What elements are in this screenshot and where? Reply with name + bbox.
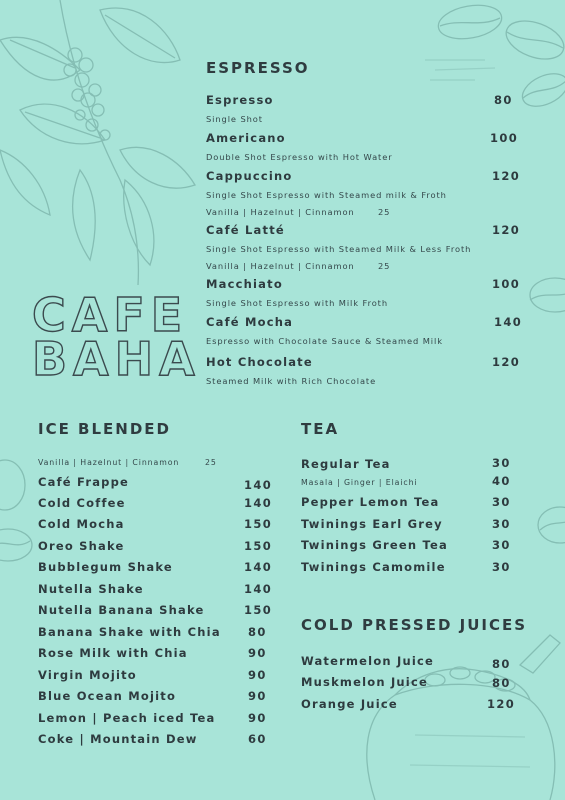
menu-item-price: 150: [244, 517, 273, 531]
menu-item-name: Orange Juice: [301, 697, 398, 711]
menu-item-price: 120: [492, 169, 521, 183]
menu-item-name: Coke | Mountain Dew: [38, 732, 198, 746]
menu-item-price: 90: [248, 689, 267, 703]
menu-item-price: 120: [492, 223, 521, 237]
menu-item-name: Americano: [206, 131, 286, 145]
menu-item-price: 150: [244, 539, 273, 553]
coffee-beans-left-illustration: [0, 455, 40, 575]
menu-item-price: 120: [487, 697, 516, 711]
menu-item-price: 140: [244, 496, 273, 510]
menu-item-name: Rose Milk with Chia: [38, 646, 188, 660]
section-title-juices: COLD PRESSED JUICES: [301, 616, 528, 634]
menu-item-name: Hot Chocolate: [206, 355, 313, 369]
menu-item-extras: Vanilla | Hazelnut | Cinnamon: [206, 261, 355, 271]
menu-item-name: Twinings Earl Grey: [301, 517, 443, 531]
coffee-sack-illustration: [355, 625, 565, 800]
menu-item-price: 100: [490, 131, 519, 145]
coffee-beans-side-illustration: [515, 260, 565, 560]
menu-item-name: Cold Mocha: [38, 517, 125, 531]
menu-item-price: 80: [248, 625, 267, 639]
menu-item-extras: Vanilla | Hazelnut | Cinnamon: [206, 207, 355, 217]
menu-item-description: Espresso with Chocolate Sauce & Steamed Milk: [206, 336, 443, 346]
menu-item-price: 30: [492, 495, 511, 509]
menu-item-name: Blue Ocean Mojito: [38, 689, 177, 703]
menu-item-name: Café Frappe: [38, 475, 130, 489]
menu-item-price: 140: [244, 582, 273, 596]
menu-item-description: Steamed Milk with Rich Chocolate: [206, 376, 377, 386]
menu-item-name: Cappuccino: [206, 169, 293, 183]
menu-item-price: 80: [492, 657, 511, 671]
menu-item-name: Macchiato: [206, 277, 283, 291]
menu-item-description: Single Shot Espresso with Milk Froth: [206, 298, 388, 308]
menu-item-price: 30: [492, 560, 511, 574]
menu-item-name: Virgin Mojito: [38, 668, 137, 682]
section-title-ice-blended: ICE BLENDED: [38, 420, 171, 438]
ice-blended-extras: Vanilla | Hazelnut | Cinnamon: [38, 458, 180, 467]
menu-item-extras-price: 25: [378, 261, 391, 271]
menu-item-price: 140: [244, 478, 273, 492]
menu-item-description: Double Shot Espresso with Hot Water: [206, 152, 393, 162]
tea-extras: Masala | Ginger | Elaichi: [301, 478, 418, 487]
section-title-espresso: ESPRESSO: [206, 59, 310, 77]
menu-item-price: 30: [492, 456, 511, 470]
section-title-tea: TEA: [301, 420, 340, 438]
menu-item-price: 60: [248, 732, 267, 746]
menu-item-name: Pepper Lemon Tea: [301, 495, 440, 509]
coffee-beans-illustration: [425, 0, 565, 130]
menu-item-price: 90: [248, 711, 267, 725]
coffee-plant-illustration: [0, 0, 200, 290]
menu-item-name: Banana Shake with Chia: [38, 625, 221, 639]
menu-item-price: 140: [494, 315, 523, 329]
menu-item-name: Nutella Shake: [38, 582, 144, 596]
menu-item-price: 30: [492, 517, 511, 531]
menu-item-price: 90: [248, 646, 267, 660]
menu-item-price: 30: [492, 538, 511, 552]
menu-item-name: Muskmelon Juice: [301, 675, 428, 689]
menu-item-price: 80: [492, 676, 511, 690]
menu-item-name: Café Latté: [206, 223, 285, 237]
ice-blended-extras-price: 25: [205, 458, 217, 467]
menu-item-name: Nutella Banana Shake: [38, 603, 205, 617]
menu-item-description: Single Shot Espresso with Steamed Milk & Less Froth: [206, 244, 472, 254]
menu-item-price: 150: [244, 603, 273, 617]
menu-item-price: 80: [494, 93, 513, 107]
menu-item-price: 120: [492, 355, 521, 369]
tea-extras-price: 40: [492, 474, 511, 488]
brand-line-2: BAHA: [32, 332, 201, 386]
menu-item-name: Oreo Shake: [38, 539, 125, 553]
menu-item-price: 90: [248, 668, 267, 682]
menu-item-name: Twinings Camomile: [301, 560, 446, 574]
menu-item-name: Regular Tea: [301, 457, 391, 471]
menu-item-description: Single Shot: [206, 114, 263, 124]
menu-item-extras-price: 25: [378, 207, 391, 217]
menu-item-name: Café Mocha: [206, 315, 294, 329]
menu-item-name: Espresso: [206, 93, 274, 107]
brand-line-1: CAFE: [32, 288, 189, 342]
menu-item-description: Single Shot Espresso with Steamed milk & Froth: [206, 190, 447, 200]
menu-item-name: Lemon | Peach iced Tea: [38, 711, 216, 725]
menu-item-name: Cold Coffee: [38, 496, 126, 510]
menu-item-name: Bubblegum Shake: [38, 560, 173, 574]
menu-item-price: 140: [244, 560, 273, 574]
menu-item-name: Twinings Green Tea: [301, 538, 448, 552]
menu-item-price: 100: [492, 277, 521, 291]
menu-item-name: Watermelon Juice: [301, 654, 435, 668]
